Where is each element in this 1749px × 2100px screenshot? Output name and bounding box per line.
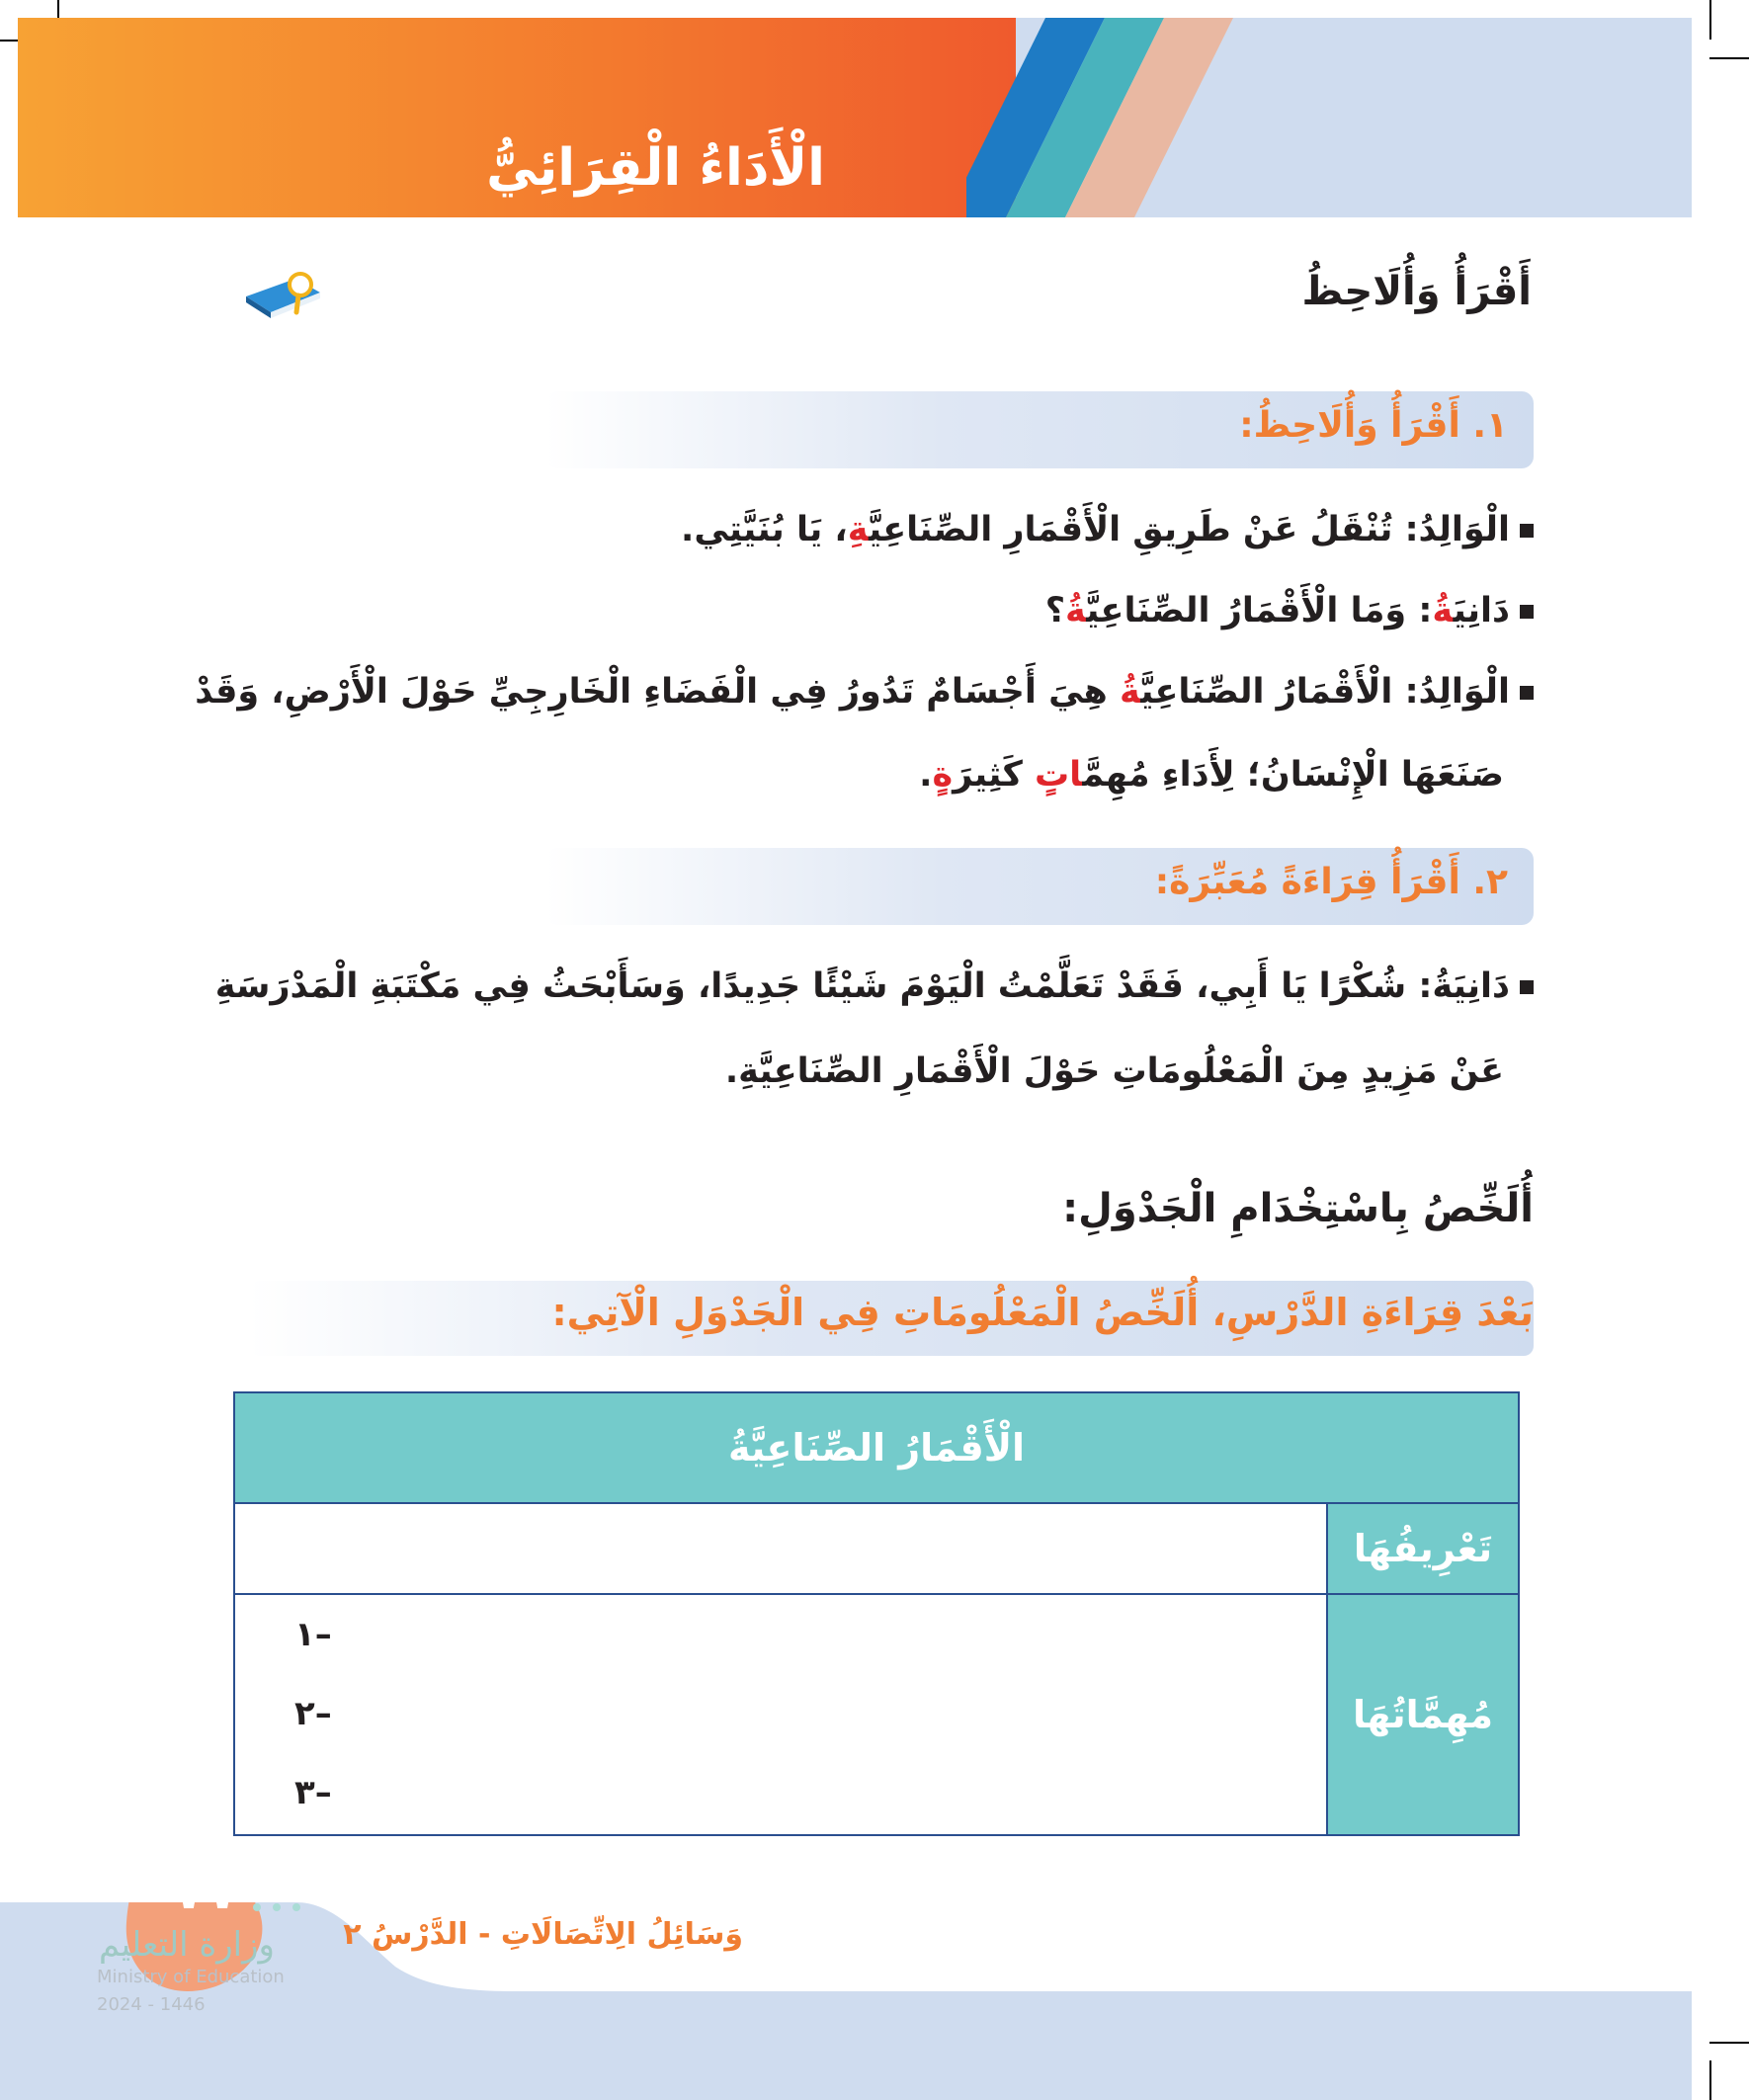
highlight-text: ةُ (1432, 591, 1454, 630)
highlight-text: ةُ (1119, 672, 1141, 712)
line-text: الْأَقْمَارُ الصِّنَاعِيَّ (1140, 672, 1405, 712)
task-number: ٢– (294, 1694, 332, 1733)
tasks-answer-cell[interactable] (234, 1594, 1327, 1835)
definition-answer-cell[interactable] (234, 1503, 1327, 1594)
dialogue-line-2 (1045, 587, 1534, 634)
bullet-icon (1520, 605, 1534, 619)
highlight-text: ةِ (847, 510, 869, 549)
dialogue-line-1 (681, 506, 1534, 553)
speaker: الْوَالِدُ: (1404, 510, 1510, 549)
bullet-icon (1520, 524, 1534, 538)
line-text: وَمَا الْأَقْمَارُ الصِّنَاعِيَّ (1086, 591, 1419, 630)
header-stripes (966, 18, 1283, 217)
line-text: ؟ (1044, 591, 1066, 630)
task-number: ٣– (294, 1773, 332, 1812)
crop-mark (1709, 0, 1711, 40)
dialogue-line-6 (725, 1048, 1504, 1095)
page-number: ٧٧ (171, 1858, 240, 1922)
dialogue-line-3 (195, 668, 1534, 715)
table-header-row (234, 1392, 1519, 1503)
highlight-text: ةُ (1065, 591, 1087, 630)
bullet-icon (1520, 980, 1534, 994)
page-title: الْأَدَاءُ الْقِرَائِيُّ (486, 138, 825, 198)
crop-mark (1709, 57, 1749, 59)
line-text: دَانِيَةُ: شُكْرًا يَا أَبِي، فَقَدْ تَعَلَّمْتُ الْيَوْمَ شَيْئًا جَدِيدًا، وَسَأَبْحَثُ فِي مَكْتَبَةِ الْمَدْرَسَةِ (214, 966, 1510, 1006)
ministry-year: 2024 - 1446 (97, 1994, 206, 2015)
bullet-icon (1520, 686, 1534, 700)
tasks-row (234, 1594, 1519, 1835)
dialogue-line-4 (919, 751, 1504, 798)
definition-label: تَعْرِيفُهَا (1327, 1503, 1519, 1594)
line-text: كَثِيرَ (953, 755, 1036, 795)
instruction-bar (249, 1281, 1534, 1356)
highlight-text: اتٍ (1035, 755, 1083, 795)
line-text: . (919, 755, 933, 795)
dialogue-line-5 (215, 963, 1534, 1010)
footer-lesson-label: وَسَائِلُ الِاتِّصَالَاتِ - الدَّرْسُ ٢ (343, 1917, 743, 1952)
line-text: هِيَ أَجْسَامٌ تَدُورُ فِي الْفَضَاءِ الْخَارِجِيِّ حَوْلَ الْأَرْضِ، وَقَدْ (195, 672, 1120, 712)
tasks-label: مُهِمَّاتُهَا (1327, 1594, 1519, 1835)
book-magnifier-icon (241, 267, 325, 321)
line-text: تُنْقَلُ عَنْ طَرِيقِ الْأَقْمَارِ الصِّنَاعِيَّ (868, 510, 1405, 549)
header-band (18, 18, 1692, 217)
speaker-colon: : (1418, 591, 1433, 630)
read-observe-heading: أَقْرَأُ وَأُلَاحِظُ (1301, 269, 1532, 314)
section-2-label: ٢. أَقْرَأُ قِرَاءَةً مُعَبِّرَةً: (1154, 862, 1508, 902)
ministry-logo-text: وزارة التعليم (99, 1925, 275, 1965)
summarize-heading: أُلَخِّصُ بِاسْتِخْدَامِ الْجَدْوَلِ: (1062, 1186, 1534, 1231)
line-text: عَنْ مَزِيدٍ مِنَ الْمَعْلُومَاتِ حَوْلَ الْأَقْمَارِ الصِّنَاعِيَّةِ. (724, 1051, 1504, 1091)
summary-table (233, 1391, 1520, 1836)
section-1-label: ١. أَقْرَأُ وَأُلَاحِظُ: (1239, 405, 1508, 446)
table-header: الْأَقْمَارُ الصِّنَاعِيَّةُ (234, 1392, 1519, 1503)
section-2-bar (545, 848, 1534, 925)
task-number: ١– (294, 1615, 332, 1654)
instruction-text: بَعْدَ قِرَاءَةِ الدَّرْسِ، أُلَخِّصُ الْمَعْلُومَاتِ فِي الْجَدْوَلِ الْآتِي: (551, 1291, 1534, 1334)
line-text: صَنَعَهَا الْإِنْسَانُ؛ لِأَدَاءِ مُهِمَّ (1082, 755, 1504, 795)
section-1-bar (545, 391, 1534, 468)
speaker: دَانِيَ (1453, 591, 1510, 630)
highlight-text: ةٍ (932, 755, 954, 795)
definition-row (234, 1503, 1519, 1594)
speaker: الْوَالِدُ: (1404, 672, 1510, 712)
line-text: ، يَا بُنَيَّتِي. (681, 510, 848, 549)
ministry-english-text: Ministry of Education (97, 1967, 285, 1987)
